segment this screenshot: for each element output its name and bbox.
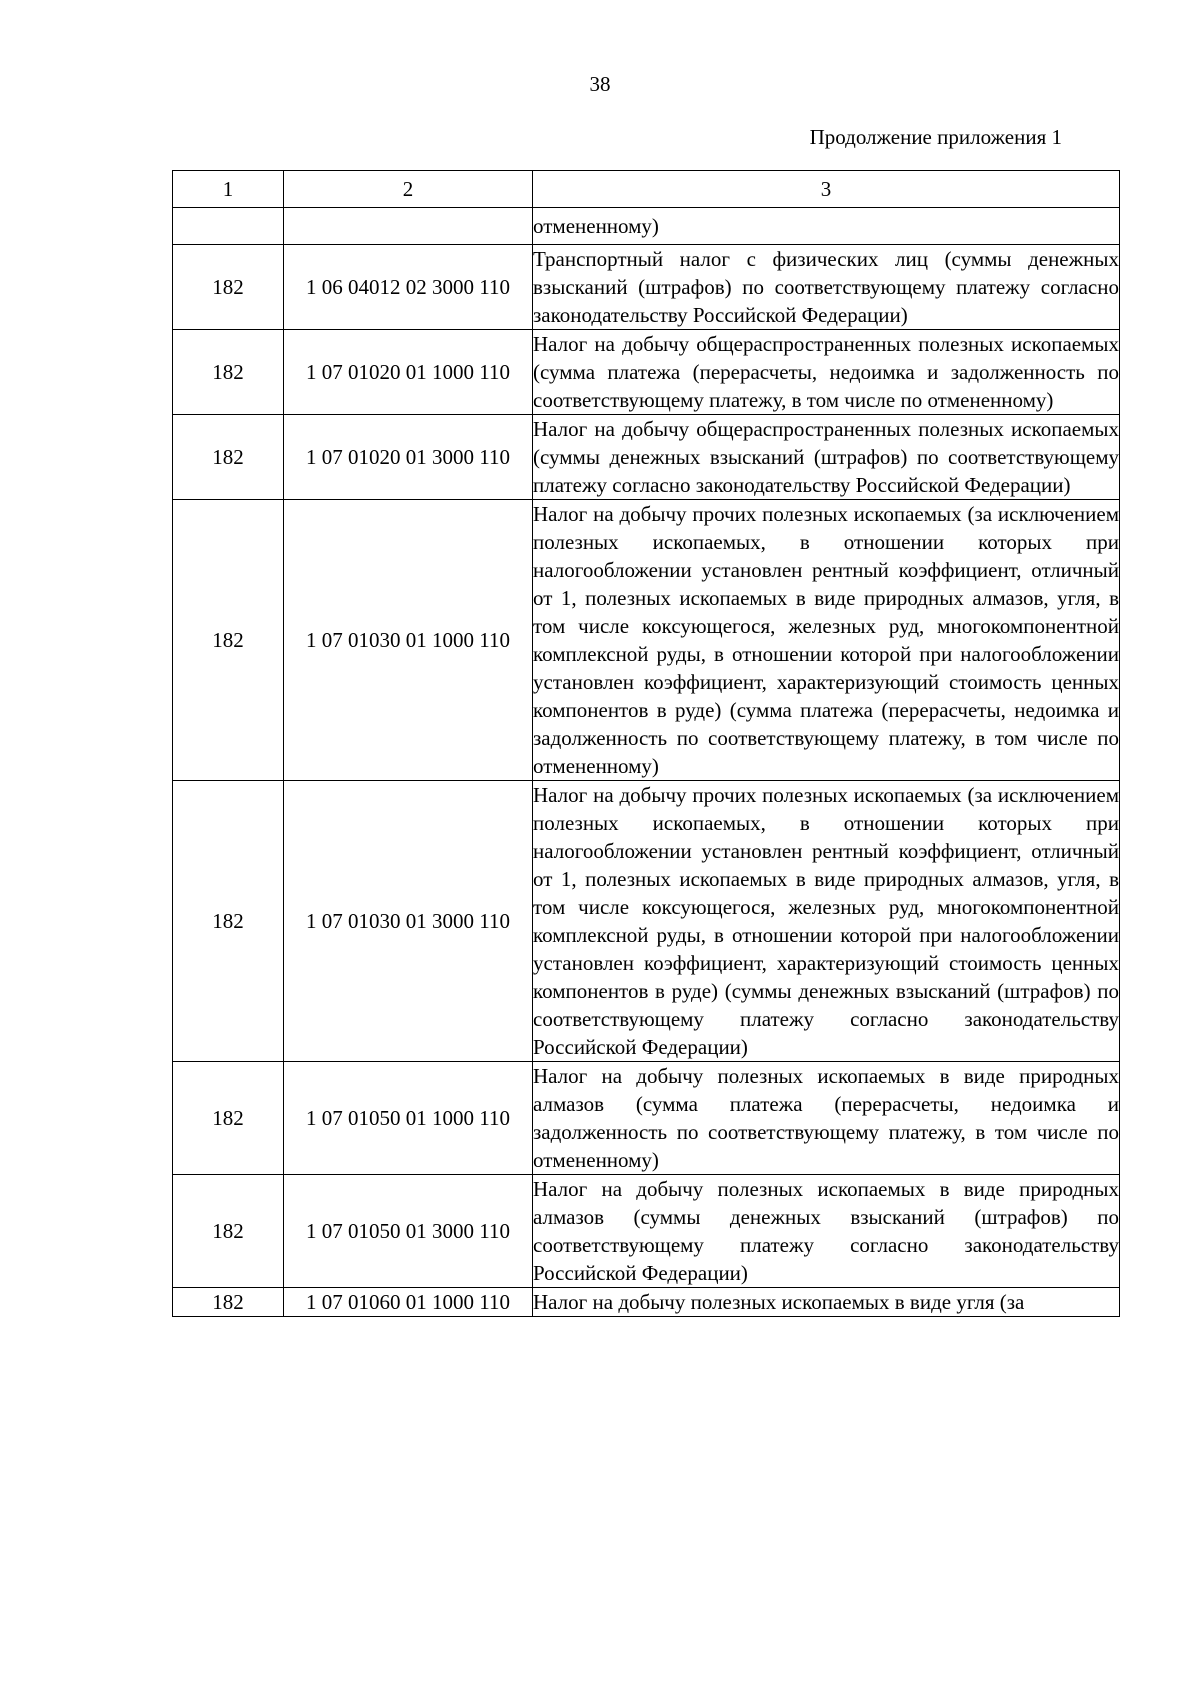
revenue-codes-table: [172, 170, 1120, 1317]
description-cell: Налог на добычу полезных ископаемых в виде природных алмазов (суммы денежных взысканий (штрафов) по соответствующему платежу согласно законодательству Российской Федерации): [533, 1175, 1120, 1288]
budget-code-cell: 1 06 04012 02 3000 110: [284, 245, 533, 330]
admin-code-cell: 182: [173, 781, 284, 1062]
description-cell: Налог на добычу общераспространенных полезных ископаемых (суммы денежных взысканий (штрафов) по соответствующему платежу согласно законодательству Российской Федерации): [533, 415, 1120, 500]
description-cell: Налог на добычу полезных ископаемых в виде природных алмазов (сумма платежа (перерасчеты, недоимка и задолженность по соответствующему платежу, в том числе по отмененному): [533, 1062, 1120, 1175]
budget-code-cell: 1 07 01050 01 1000 110: [284, 1062, 533, 1175]
table-row: [173, 1175, 1120, 1288]
table-row: [173, 1288, 1120, 1317]
table-row: [173, 415, 1120, 500]
admin-code-cell: 182: [173, 500, 284, 781]
budget-code-cell: 1 07 01050 01 3000 110: [284, 1175, 533, 1288]
table-header-row: [173, 171, 1120, 208]
table-row: [173, 208, 1120, 245]
budget-code-cell: 1 07 01030 01 3000 110: [284, 781, 533, 1062]
budget-code-cell: 1 07 01020 01 1000 110: [284, 330, 533, 415]
table-row: [173, 781, 1120, 1062]
description-cell: Налог на добычу полезных ископаемых в виде угля (за: [533, 1288, 1120, 1317]
budget-code-cell: 1 07 01030 01 1000 110: [284, 500, 533, 781]
budget-code-cell: 1 07 01020 01 3000 110: [284, 415, 533, 500]
description-cell: Транспортный налог с физических лиц (суммы денежных взысканий (штрафов) по соответствующему платежу согласно законодательству Российской Федерации): [533, 245, 1120, 330]
admin-code-cell: [173, 208, 284, 245]
admin-code-cell: 182: [173, 1288, 284, 1317]
description-cell: Налог на добычу общераспространенных полезных ископаемых (сумма платежа (перерасчеты, недоимка и задолженность по соответствующему платежу, в том числе по отмененному): [533, 330, 1120, 415]
admin-code-cell: 182: [173, 1062, 284, 1175]
column-header: 1: [173, 171, 284, 208]
admin-code-cell: 182: [173, 245, 284, 330]
column-header: 2: [284, 171, 533, 208]
column-header: 3: [533, 171, 1120, 208]
description-cell: Налог на добычу прочих полезных ископаемых (за исключением полезных ископаемых, в отношении которых при налогообложении установлен рентный коэффициент, отличный от 1, полезных ископаемых в виде природных алмазов, угля, в том числе коксующегося, железных руд, многокомпонентной комплексной руды, в отношении которой при налогообложении установлен коэффициент, характеризующий стоимость ценных компонентов в руде) (сумма платежа (перерасчеты, недоимка и задолженность по соответствующему платежу, в том числе по отмененному): [533, 500, 1120, 781]
admin-code-cell: 182: [173, 330, 284, 415]
description-cell: отмененному): [533, 208, 1120, 245]
admin-code-cell: 182: [173, 1175, 284, 1288]
description-cell: Налог на добычу прочих полезных ископаемых (за исключением полезных ископаемых, в отношении которых при налогообложении установлен рентный коэффициент, отличный от 1, полезных ископаемых в виде природных алмазов, угля, в том числе коксующегося, железных руд, многокомпонентной комплексной руды, в отношении которой при налогообложении установлен коэффициент, характеризующий стоимость ценных компонентов в руде) (суммы денежных взысканий (штрафов) по соответствующему платежу согласно законодательству Российской Федерации): [533, 781, 1120, 1062]
table-row: [173, 500, 1120, 781]
table-row: [173, 245, 1120, 330]
budget-code-cell: 1 07 01060 01 1000 110: [284, 1288, 533, 1317]
budget-code-cell: [284, 208, 533, 245]
admin-code-cell: 182: [173, 415, 284, 500]
table-row: [173, 330, 1120, 415]
table-row: [173, 1062, 1120, 1175]
page-number: 38: [589, 72, 611, 96]
continuation-label: Продолжение приложения 1: [809, 125, 1062, 149]
